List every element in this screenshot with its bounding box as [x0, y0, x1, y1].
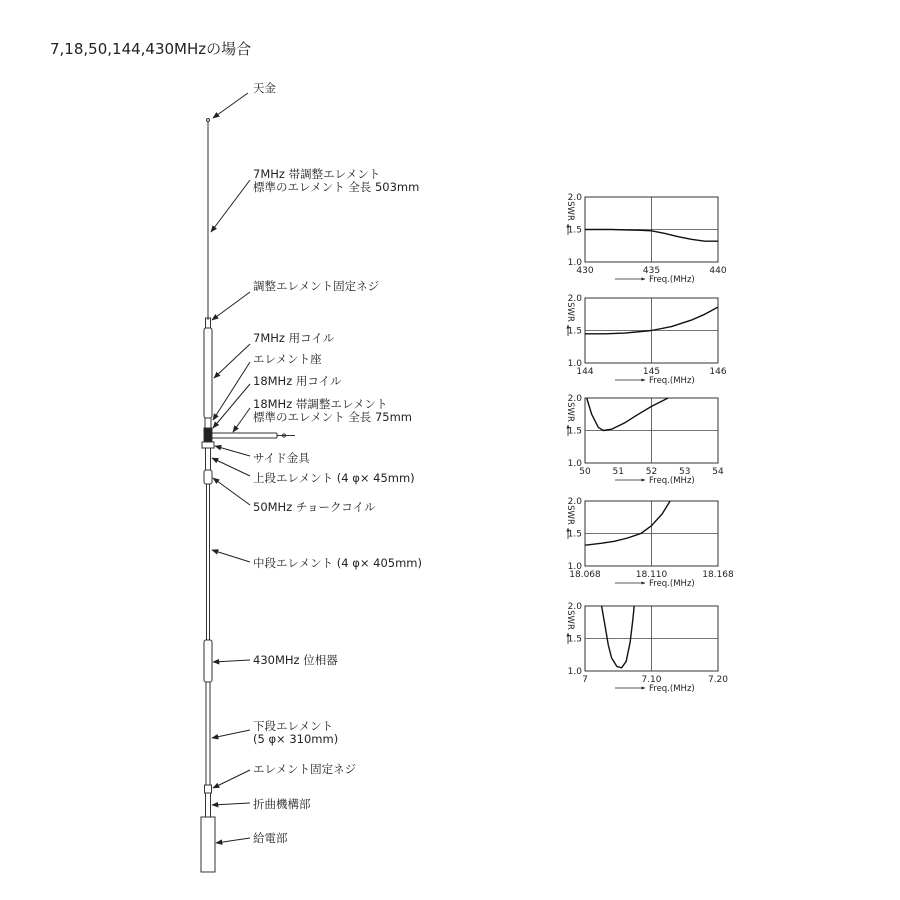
x-tick-label: 7.20 — [707, 675, 729, 685]
x-tick-label: 430 — [576, 266, 594, 276]
y-tick-label: 1.0 — [567, 667, 582, 677]
y-tick-label: 1.0 — [567, 459, 582, 469]
swr-chart-3 — [565, 394, 724, 486]
x-tick-label: 145 — [642, 367, 661, 377]
label-lower-element-2: (5 φ× 310mm) — [253, 732, 339, 746]
label-element-18mhz-2: 標準のエレメント 全長 75mm — [253, 410, 413, 424]
y-axis-label: SWR — [565, 402, 575, 422]
label-element-18mhz-1: 18MHz 帯調整エレメント — [253, 397, 388, 411]
y-tick-label: 1.0 — [567, 562, 582, 572]
x-axis-label: Freq.(MHz) — [649, 376, 695, 386]
phase-430mhz-shape — [204, 640, 212, 682]
x-axis-label: Freq.(MHz) — [649, 275, 695, 285]
x-tick-label: 54 — [712, 467, 724, 477]
x-tick-label: 18.168 — [702, 570, 734, 580]
element-seat-shape — [205, 418, 211, 428]
y-tick-label: 1.5 — [567, 529, 582, 540]
y-tick-label: 2.0 — [567, 394, 582, 404]
label-coil-7mhz: 7MHz 用コイル — [253, 331, 335, 345]
x-tick-label: 144 — [576, 367, 594, 377]
arrow-coil-7mhz — [214, 344, 250, 378]
y-tick-label: 1.5 — [567, 634, 582, 645]
y-tick-label: 1.0 — [567, 359, 582, 369]
label-top-fitting: 天金 — [253, 81, 276, 95]
label-choke-50mhz: 50MHz チョークコイル — [253, 500, 376, 514]
x-tick-label: 435 — [642, 266, 661, 276]
x-tick-label: 440 — [709, 266, 727, 276]
y-tick-label: 1.5 — [567, 426, 582, 437]
feed-section-shape — [201, 817, 215, 872]
arrow-fold-mechanism — [212, 803, 250, 805]
arrow-phase-430mhz — [213, 660, 250, 662]
x-tick-label: 50 — [579, 467, 591, 477]
arrow-choke-50mhz — [213, 478, 250, 505]
y-tick-label: 2.0 — [567, 294, 582, 304]
arrow-upper-element — [212, 458, 250, 476]
page-title: 7,18,50,144,430MHzの場合 — [50, 40, 252, 58]
y-tick-label: 2.0 — [567, 602, 582, 612]
swr-curve — [585, 501, 670, 545]
arrow-element-18mhz — [233, 408, 250, 432]
y-axis-label: SWR — [565, 505, 575, 525]
arrow-feed-section — [216, 838, 250, 843]
label-element-7mhz-1: 7MHz 帯調整エレメント — [253, 167, 381, 181]
label-middle-element: 中段エレメント (4 φ× 405mm) — [253, 556, 422, 570]
arrow-element-7mhz — [211, 180, 250, 232]
y-tick-label: 1.5 — [567, 225, 582, 236]
x-tick-label: 51 — [612, 467, 624, 477]
swr-chart-5 — [565, 602, 728, 694]
y-tick-label: 1.0 — [567, 258, 582, 268]
label-element-seat: エレメント座 — [253, 352, 322, 366]
x-tick-label: 53 — [679, 467, 691, 477]
arrow-element-fix-screw — [213, 770, 250, 788]
side-fitting-shape — [202, 442, 214, 448]
y-tick-label: 2.0 — [567, 497, 582, 507]
label-adjust-screw: 調整エレメント固定ネジ — [253, 279, 380, 293]
x-axis-label: Freq.(MHz) — [649, 684, 695, 694]
antenna-drawing — [201, 119, 295, 873]
upper-element-shape — [206, 448, 211, 470]
label-element-fix-screw: エレメント固定ネジ — [253, 762, 357, 776]
part-labels — [253, 81, 422, 845]
y-tick-label: 2.0 — [567, 193, 582, 203]
x-tick-label: 52 — [645, 467, 658, 477]
x-tick-label: 18.068 — [569, 570, 601, 580]
label-side-fitting: サイド金具 — [253, 451, 310, 465]
swr-charts — [565, 193, 734, 694]
swr-curve — [587, 398, 668, 431]
element-fix-screw-shape — [205, 785, 212, 793]
y-tick-label: 1.5 — [567, 326, 582, 337]
swr-curve — [602, 606, 635, 668]
y-axis-label: SWR — [565, 201, 575, 221]
x-tick-label: 18.110 — [635, 570, 668, 580]
swr-chart-2 — [565, 294, 727, 386]
label-feed-section: 給電部 — [253, 831, 288, 845]
label-phase-430mhz: 430MHz 位相器 — [253, 653, 338, 667]
x-axis-label: Freq.(MHz) — [649, 476, 695, 486]
fold-mechanism-shape — [206, 793, 211, 817]
x-tick-label: 7.10 — [641, 675, 662, 685]
y-axis-label: SWR — [565, 302, 575, 322]
coil-7mhz-shape — [204, 328, 212, 418]
label-upper-element: 上段エレメント (4 φ× 45mm) — [253, 471, 415, 485]
x-tick-label: 146 — [709, 367, 727, 377]
x-axis-label: Freq.(MHz) — [649, 579, 695, 589]
label-coil-18mhz: 18MHz 用コイル — [253, 374, 342, 388]
choke-50mhz-shape — [204, 470, 212, 484]
arrow-middle-element — [212, 550, 250, 562]
x-tick-label: 7 — [582, 675, 588, 685]
coil-18mhz-shape — [204, 428, 212, 442]
label-element-7mhz-2: 標準のエレメント 全長 503mm — [253, 180, 420, 194]
swr-chart-4 — [565, 497, 734, 589]
arrow-top-fitting — [213, 93, 248, 118]
side-element-18mhz — [212, 433, 277, 438]
y-axis-label: SWR — [565, 610, 575, 630]
arrow-adjust-screw — [212, 292, 250, 320]
label-lower-element-1: 下段エレメント — [253, 719, 334, 733]
leader-arrows — [211, 93, 250, 843]
arrow-side-fitting — [215, 446, 250, 456]
label-fold-mechanism: 折曲機構部 — [253, 797, 311, 811]
arrow-lower-element — [212, 730, 250, 738]
swr-chart-1 — [565, 193, 727, 285]
